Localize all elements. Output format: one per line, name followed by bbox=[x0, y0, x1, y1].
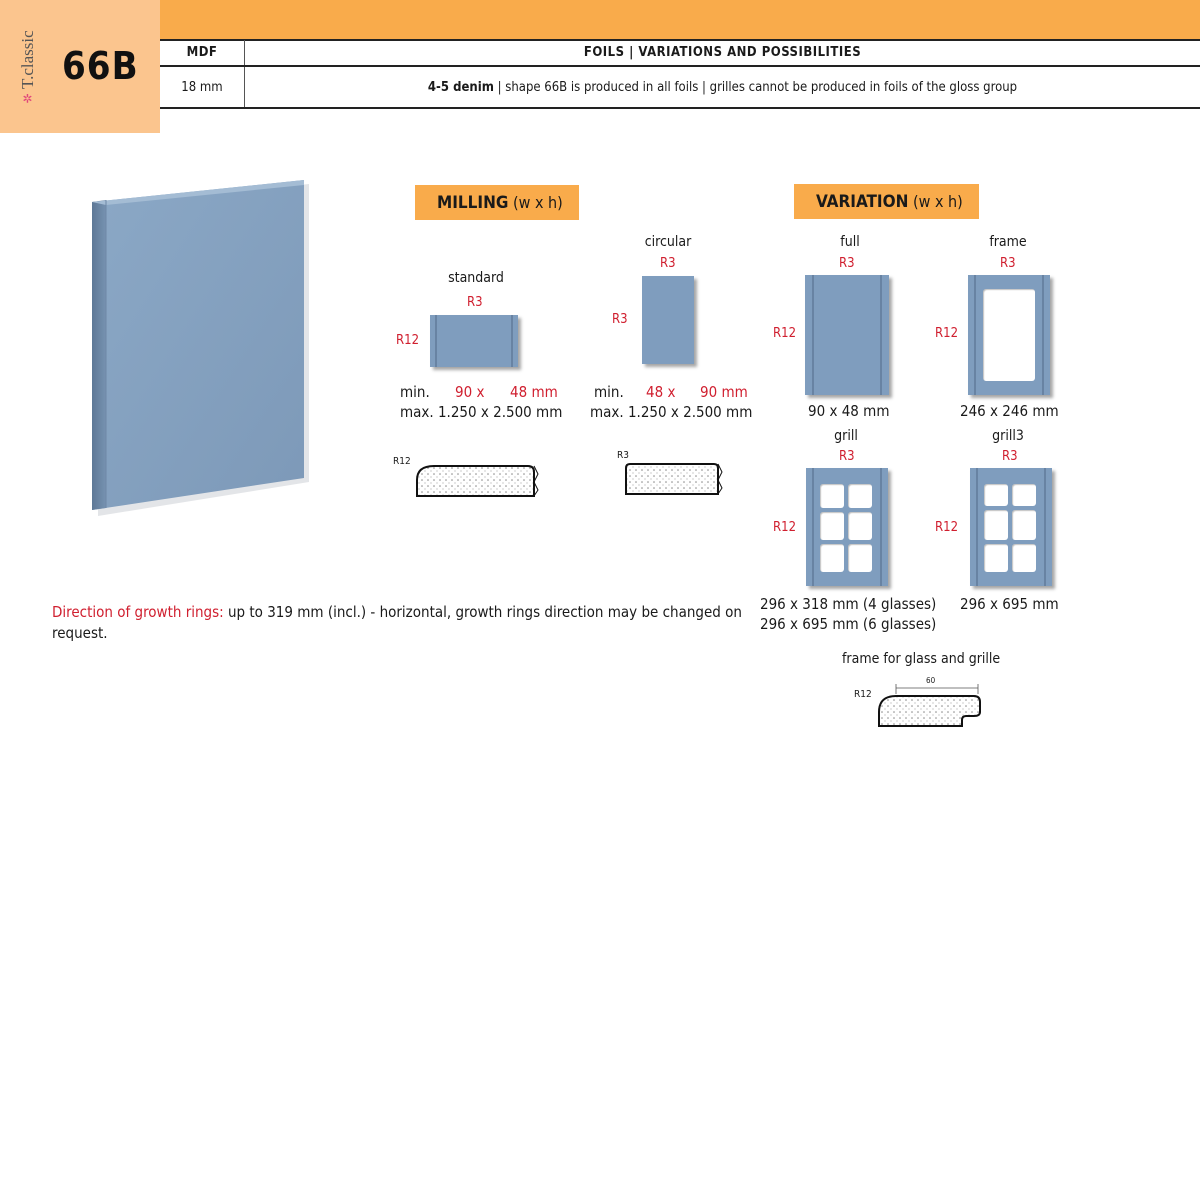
standard-label: standard bbox=[448, 270, 504, 286]
grill3-glass-3 bbox=[984, 510, 1008, 540]
frame-radius-side: R12 bbox=[935, 326, 959, 341]
standard-min-height: 48 mm bbox=[510, 383, 558, 401]
material-header: MDF bbox=[160, 40, 245, 66]
grill3-panel bbox=[970, 468, 1052, 586]
brand-name: T.classic bbox=[18, 30, 37, 89]
variation-title-main: VARIATION bbox=[816, 192, 909, 212]
grill-glass-3 bbox=[820, 512, 844, 540]
frame-size: 246 x 246 mm bbox=[960, 402, 1059, 420]
grill-panel bbox=[806, 468, 888, 586]
groove-right bbox=[511, 315, 513, 367]
grill-radius-top: R3 bbox=[839, 449, 855, 464]
standard-min-label: min. bbox=[400, 383, 430, 401]
brand-star-icon: ✲ bbox=[20, 90, 35, 105]
grill3-radius-side: R12 bbox=[935, 520, 959, 535]
grill3-glass-1 bbox=[984, 484, 1008, 506]
variation-title-sub: (w x h) bbox=[908, 192, 963, 211]
model-code: 66B bbox=[62, 44, 139, 88]
growth-rings-text: up to 319 mm (incl.) - horizontal, growth rings direction may be changed on request. bbox=[52, 603, 742, 642]
foils-note: | shape 66B is produced in all foils | grilles cannot be produced in foils of the gloss group bbox=[493, 79, 1018, 95]
standard-profile-radius: R12 bbox=[393, 456, 411, 467]
standard-radius-side: R12 bbox=[396, 333, 420, 348]
milling-title-sub: (w x h) bbox=[508, 193, 563, 212]
standard-panel bbox=[430, 315, 518, 367]
groove-left bbox=[812, 468, 814, 586]
circular-label: circular bbox=[644, 234, 692, 250]
circular-max: max. 1.250 x 2.500 mm bbox=[590, 403, 753, 421]
grill-glass-6 bbox=[848, 544, 872, 572]
header-bar bbox=[160, 0, 1200, 41]
door-edge bbox=[92, 200, 106, 510]
spec-header-row bbox=[160, 40, 1200, 66]
grill-glass-5 bbox=[820, 544, 844, 572]
grill-glass-4 bbox=[848, 512, 872, 540]
grill3-radius-top: R3 bbox=[1002, 449, 1018, 464]
groove-right bbox=[1044, 468, 1046, 586]
full-panel bbox=[805, 275, 889, 395]
standard-profile-diagram bbox=[414, 460, 542, 500]
grill3-size: 296 x 695 mm bbox=[960, 595, 1059, 613]
grill3-glass-6 bbox=[1012, 544, 1036, 572]
profile-shape bbox=[626, 464, 718, 494]
grill-radius-side: R12 bbox=[773, 520, 797, 535]
spec-value-row bbox=[160, 66, 1200, 108]
grill-label: grill bbox=[834, 428, 858, 444]
groove-right bbox=[880, 468, 882, 586]
circular-radius-side: R3 bbox=[612, 312, 628, 327]
grill3-glass-5 bbox=[984, 544, 1008, 572]
groove-left bbox=[435, 315, 437, 367]
full-label: full bbox=[840, 234, 860, 250]
standard-radius-top: R3 bbox=[467, 295, 483, 310]
circular-min-width: 48 x bbox=[646, 383, 676, 401]
brand-logo bbox=[14, 30, 42, 110]
milling-title bbox=[415, 185, 579, 220]
frame-profile-shape bbox=[879, 696, 980, 726]
circular-radius-top: R3 bbox=[660, 256, 676, 271]
growth-rings-note bbox=[52, 602, 742, 644]
door-render bbox=[80, 178, 320, 518]
frame-profile-diagram bbox=[874, 680, 986, 732]
circular-profile-diagram bbox=[622, 456, 724, 500]
foils-header: FOILS | VARIATIONS AND POSSIBILITIES bbox=[245, 40, 1200, 66]
grill-glass-1 bbox=[820, 484, 844, 508]
grill-size-1: 296 x 318 mm (4 glasses) bbox=[760, 595, 937, 613]
circular-profile-radius: R3 bbox=[617, 450, 629, 461]
standard-max: max. 1.250 x 2.500 mm bbox=[400, 403, 563, 421]
circular-panel bbox=[642, 276, 694, 364]
circular-min-label: min. bbox=[594, 383, 624, 401]
grill3-label: grill3 bbox=[992, 428, 1024, 444]
grill-size-2: 296 x 695 mm (6 glasses) bbox=[760, 615, 937, 633]
frame-panel bbox=[968, 275, 1050, 395]
thickness-value: 18 mm bbox=[160, 66, 245, 108]
groove-right bbox=[1042, 275, 1044, 395]
variation-title bbox=[794, 184, 979, 219]
frame-profile-width: 60 bbox=[926, 676, 936, 685]
standard-min-width: 90 x bbox=[455, 383, 485, 401]
grill3-glass-2 bbox=[1012, 484, 1036, 506]
full-size: 90 x 48 mm bbox=[808, 402, 890, 420]
groove-right bbox=[880, 275, 882, 395]
foils-value bbox=[245, 66, 1200, 108]
frame-glass bbox=[983, 289, 1035, 381]
groove-left bbox=[976, 468, 978, 586]
spec-table bbox=[160, 40, 1200, 109]
full-radius-top: R3 bbox=[839, 256, 855, 271]
groove-left bbox=[812, 275, 814, 395]
full-radius-side: R12 bbox=[773, 326, 797, 341]
profile-shape bbox=[417, 466, 534, 496]
door-face bbox=[92, 180, 304, 510]
grill3-glass-4 bbox=[1012, 510, 1036, 540]
grill-glass-2 bbox=[848, 484, 872, 508]
growth-rings-label: Direction of growth rings: bbox=[52, 603, 224, 621]
frame-radius-top: R3 bbox=[1000, 256, 1016, 271]
frame-profile-label: frame for glass and grille bbox=[842, 651, 1001, 667]
frame-profile-radius: R12 bbox=[854, 689, 872, 700]
foil-name: 4-5 denim bbox=[427, 79, 494, 95]
frame-label: frame bbox=[989, 234, 1027, 250]
groove-left bbox=[974, 275, 976, 395]
milling-title-main: MILLING bbox=[437, 193, 509, 213]
circular-min-height: 90 mm bbox=[700, 383, 748, 401]
